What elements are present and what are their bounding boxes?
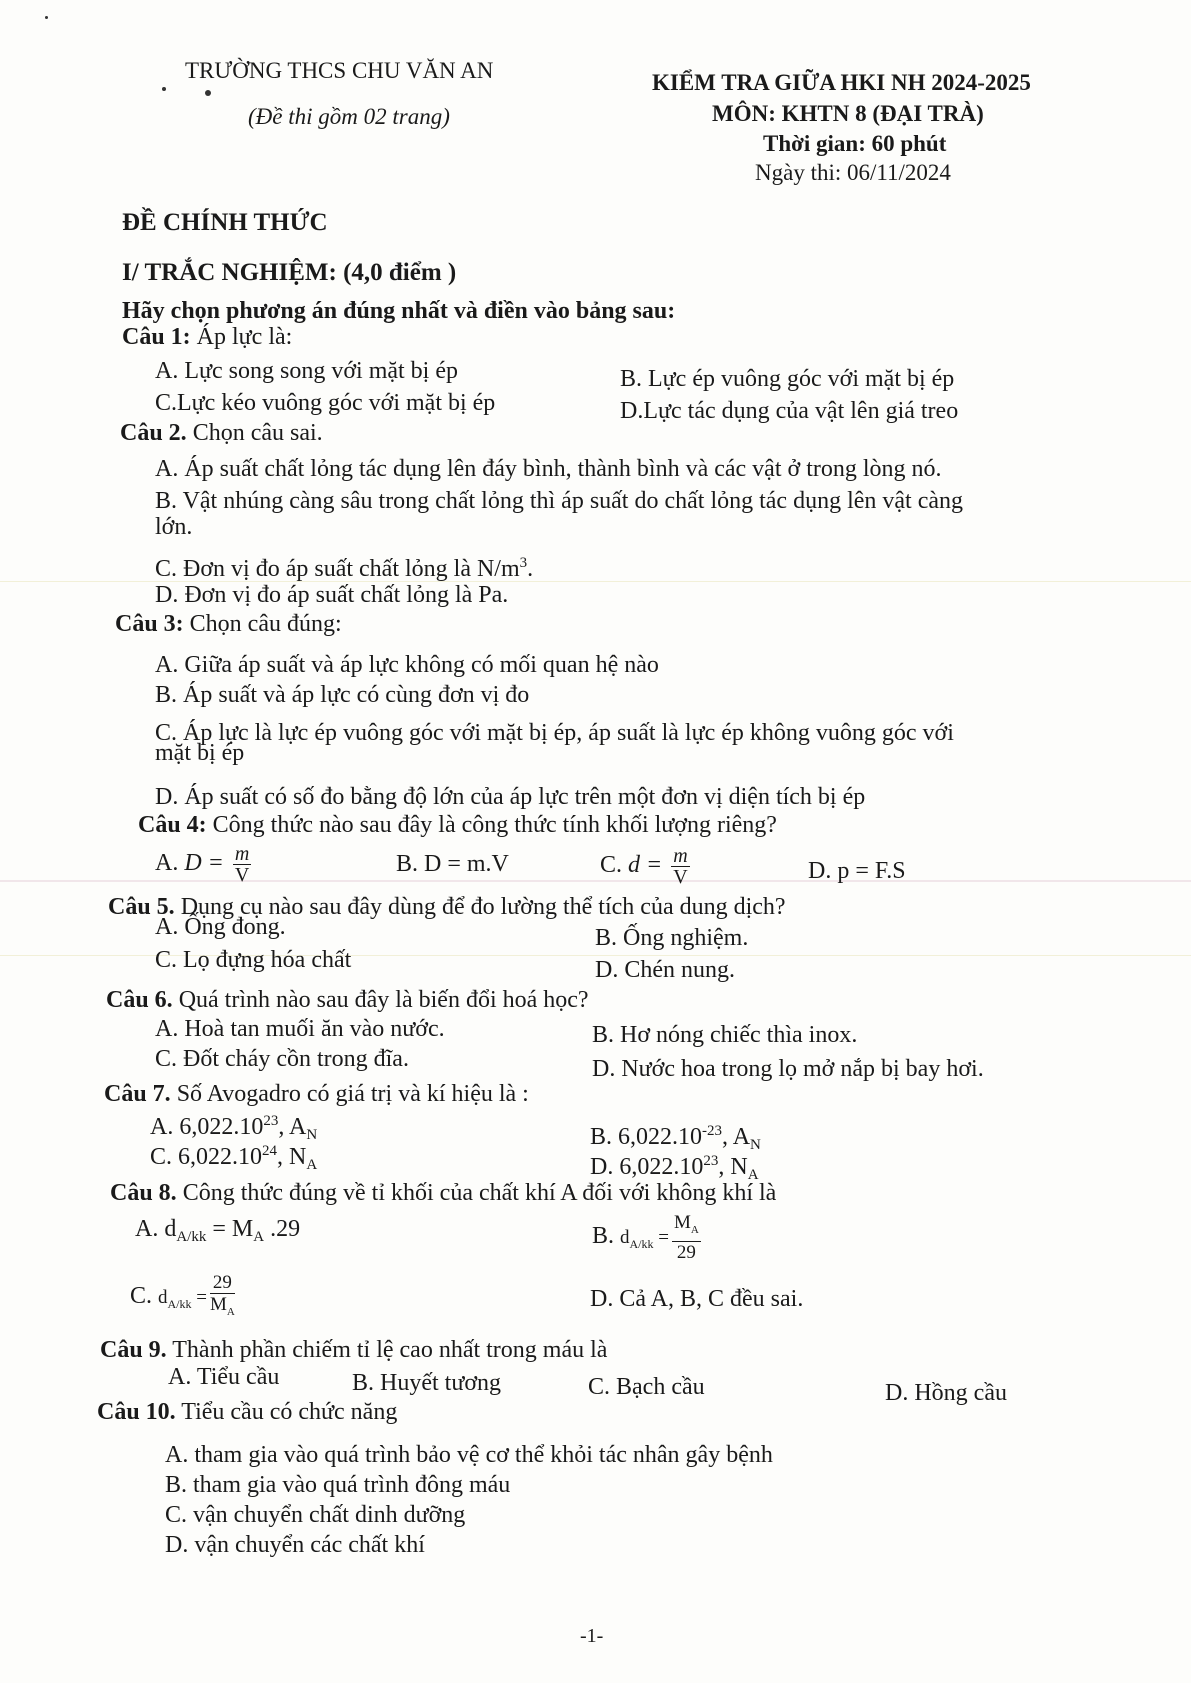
exponent: 23 xyxy=(703,1153,719,1169)
subscript: A xyxy=(306,1157,318,1173)
q6-option-c: C. Đốt cháy cồn trong đĩa. xyxy=(155,1046,409,1072)
numerator xyxy=(672,1212,701,1242)
denominator xyxy=(210,1294,235,1323)
q1-option-b: B. Lực ép vuông góc với mặt bị ép xyxy=(620,366,955,392)
question-8 xyxy=(110,1178,776,1208)
question-text: Quá trình nào sau đây là biến đổi hoá học? xyxy=(172,987,589,1013)
q2-option-c xyxy=(155,548,533,584)
q9-option-a: A. Tiểu cầu xyxy=(168,1364,280,1390)
q1-option-a: A. Lực song song với mặt bị ép xyxy=(155,358,458,384)
q2-option-b: B. Vật nhúng càng sâu trong chất lỏng thì áp suất do chất lỏng tác dụng lên vật càng xyxy=(155,488,964,514)
subscript: N xyxy=(750,1137,761,1153)
subscript: N xyxy=(306,1127,318,1143)
q7-option-c xyxy=(150,1136,317,1180)
q8-option-d: D. Cả A, B, C đều sai. xyxy=(590,1286,804,1312)
subscript: A xyxy=(226,1306,235,1318)
option-end: .29 xyxy=(264,1216,301,1242)
q5-option-c: C. Lọ đựng hóa chất xyxy=(155,947,352,973)
option-prefix: B. xyxy=(592,1223,615,1250)
question-1 xyxy=(122,322,292,352)
question-text: Chọn câu sai. xyxy=(186,420,323,446)
question-label: Câu 9. xyxy=(100,1337,167,1363)
numerator-text: M xyxy=(673,1212,691,1233)
question-label: Câu 4: xyxy=(138,812,207,838)
fraction xyxy=(233,844,251,885)
denominator: 29 xyxy=(676,1242,696,1263)
question-10 xyxy=(97,1397,397,1427)
option-text: B. 6,022.10 xyxy=(590,1124,703,1150)
q6-option-a: A. Hoà tan muối ăn vào nước. xyxy=(155,1016,445,1042)
q5-option-b: B. Ống nghiệm. xyxy=(595,925,749,951)
option-symbol: , N xyxy=(718,1154,748,1180)
duration-line: Thời gian: 60 phút xyxy=(763,131,947,156)
subscript: A/kk xyxy=(176,1229,207,1245)
question-2 xyxy=(120,418,323,448)
denominator: V xyxy=(234,864,250,886)
fraction xyxy=(672,1212,701,1263)
subscript: A/kk xyxy=(629,1237,654,1252)
option-symbol: , A xyxy=(722,1124,751,1150)
question-text: Dụng cụ nào sau đây dùng để đo lường thể tích của dung dịch? xyxy=(174,894,786,920)
formula-d: d xyxy=(620,1227,630,1249)
superscript: 3 xyxy=(519,555,528,571)
q10-option-c: C. vận chuyển chất dinh dưỡng xyxy=(165,1502,466,1528)
option-prefix: A. xyxy=(155,850,179,877)
q4-option-a xyxy=(155,844,254,885)
subscript: A/kk xyxy=(167,1297,192,1312)
option-mid: = M xyxy=(206,1216,254,1242)
question-text: Số Avogadro có giá trị và kí hiệu là : xyxy=(170,1081,529,1107)
q3-option-c-cont: mặt bị ép xyxy=(155,740,245,766)
q4-option-b: B. D = m.V xyxy=(396,851,509,877)
section-instruction: Hãy chọn phương án đúng nhất và điền vào bảng sau: xyxy=(122,298,676,324)
exam-date: Ngày thi: 06/11/2024 xyxy=(755,160,951,185)
option-text: A. 6,022.10 xyxy=(150,1114,264,1140)
numerator: m xyxy=(673,845,688,867)
q9-option-c: C. Bạch cầu xyxy=(588,1374,705,1400)
page-number: -1- xyxy=(580,1625,604,1647)
q8-option-a xyxy=(135,1214,300,1252)
subscript: A xyxy=(690,1224,699,1236)
question-label: Câu 10. xyxy=(97,1399,176,1425)
q8-option-c xyxy=(130,1272,238,1323)
subject-line: MÔN: KHTN 8 (ĐẠI TRÀ) xyxy=(712,101,984,126)
option-text: D. 6,022.10 xyxy=(590,1154,704,1180)
denominator: V xyxy=(673,866,688,888)
question-7 xyxy=(104,1079,529,1109)
q6-option-b: B. Hơ nóng chiếc thìa inox. xyxy=(592,1022,858,1048)
question-text: Công thức đúng về tỉ khối của chất khí A đối với không khí là xyxy=(176,1180,777,1206)
section-title: I/ TRẮC NGHIỆM: (4,0 điểm ) xyxy=(122,259,457,286)
q4-option-d: D. p = F.S xyxy=(808,858,906,884)
q5-option-a: A. Ống đong. xyxy=(155,914,286,940)
scan-speck xyxy=(205,90,211,96)
option-end: . xyxy=(527,556,534,582)
official-label: ĐỀ CHÍNH THỨC xyxy=(122,209,328,236)
q3-option-a: A. Giữa áp suất và áp lực không có mối quan hệ nào xyxy=(155,652,659,678)
option-prefix: C. xyxy=(130,1283,153,1310)
pages-note: (Đề thi gồm 02 trang) xyxy=(248,104,450,129)
question-label: Câu 3: xyxy=(115,611,184,637)
q10-option-b: B. tham gia vào quá trình đông máu xyxy=(165,1472,511,1498)
q4-option-c xyxy=(600,846,693,887)
formula-eq: = xyxy=(191,1287,207,1309)
q3-option-d: D. Áp suất có số đo bằng độ lớn của áp lực trên một đơn vị diện tích bị ép xyxy=(155,784,866,810)
question-label: Câu 8. xyxy=(110,1180,177,1206)
formula-eq: = xyxy=(653,1227,669,1249)
formula-d: d xyxy=(158,1287,168,1309)
q9-option-b: B. Huyết tương xyxy=(352,1370,502,1396)
option-prefix: C. xyxy=(600,852,623,879)
q6-option-d: D. Nước hoa trong lọ mở nắp bị bay hơi. xyxy=(592,1056,984,1082)
q10-option-a: A. tham gia vào quá trình bảo vệ cơ thể khỏi tác nhân gây bệnh xyxy=(165,1442,773,1468)
question-text: Thành phần chiếm tỉ lệ cao nhất trong máu là xyxy=(166,1337,608,1363)
option-symbol: , A xyxy=(278,1114,307,1140)
question-9 xyxy=(100,1335,607,1365)
scan-speck xyxy=(162,87,166,91)
option-symbol: , N xyxy=(277,1144,307,1170)
q2-option-a: A. Áp suất chất lỏng tác dụng lên đáy bình, thành bình và các vật ở trong lòng nó. xyxy=(155,456,942,482)
scan-speck xyxy=(45,16,48,19)
question-text: Tiểu cầu có chức năng xyxy=(175,1399,398,1425)
question-label: Câu 7. xyxy=(104,1081,171,1107)
q3-option-b: B. Áp suất và áp lực có cùng đơn vị đo xyxy=(155,682,530,708)
school-name: TRƯỜNG THCS CHU VĂN AN xyxy=(185,58,494,83)
exam-title: KIỂM TRA GIỮA HKI NH 2024-2025 xyxy=(652,70,1031,95)
question-label: Câu 2. xyxy=(120,420,187,446)
formula-lhs: d = xyxy=(628,852,669,879)
q2-option-b-cont: lớn. xyxy=(155,514,193,540)
subscript: A xyxy=(253,1229,265,1245)
q8-option-b xyxy=(592,1212,704,1263)
question-text: Công thức nào sau đây là công thức tính khối lượng riêng? xyxy=(206,812,777,838)
q10-option-d: D. vận chuyển các chất khí xyxy=(165,1532,425,1558)
option-text: C. 6,022.10 xyxy=(150,1144,263,1170)
question-6 xyxy=(106,985,589,1015)
q1-option-d: D.Lực tác dụng của vật lên giá treo xyxy=(620,398,959,424)
numerator: m xyxy=(234,843,250,865)
subscript: A xyxy=(747,1167,759,1183)
q9-option-d: D. Hồng cầu xyxy=(885,1380,1007,1406)
exponent: 23 xyxy=(263,1113,279,1129)
question-label: Câu 1: xyxy=(122,324,191,350)
question-text: Áp lực là: xyxy=(190,324,293,350)
fraction xyxy=(210,1272,235,1323)
question-text: Chọn câu đúng: xyxy=(183,611,342,637)
exponent: 24 xyxy=(262,1143,278,1159)
q1-option-c: C.Lực kéo vuông góc với mặt bị ép xyxy=(155,390,496,416)
q3-option-c: C. Áp lực là lực ép vuông góc với mặt bị ép, áp suất là lực ép không vuông góc với xyxy=(155,720,954,746)
question-4 xyxy=(138,810,777,840)
exponent: -23 xyxy=(702,1123,723,1139)
question-3 xyxy=(115,609,342,639)
formula-lhs: D = xyxy=(184,850,230,877)
q2-option-d: D. Đơn vị đo áp suất chất lỏng là Pa. xyxy=(155,582,509,608)
question-label: Câu 6. xyxy=(106,987,173,1013)
q5-option-d: D. Chén nung. xyxy=(595,957,735,983)
denominator-text: M xyxy=(209,1294,227,1315)
option-text: A. d xyxy=(135,1216,177,1242)
question-label: Câu 5. xyxy=(108,894,175,920)
fraction xyxy=(671,846,689,887)
option-text: C. Đơn vị đo áp suất chất lỏng là N/m xyxy=(155,556,520,582)
numerator: 29 xyxy=(210,1272,235,1294)
